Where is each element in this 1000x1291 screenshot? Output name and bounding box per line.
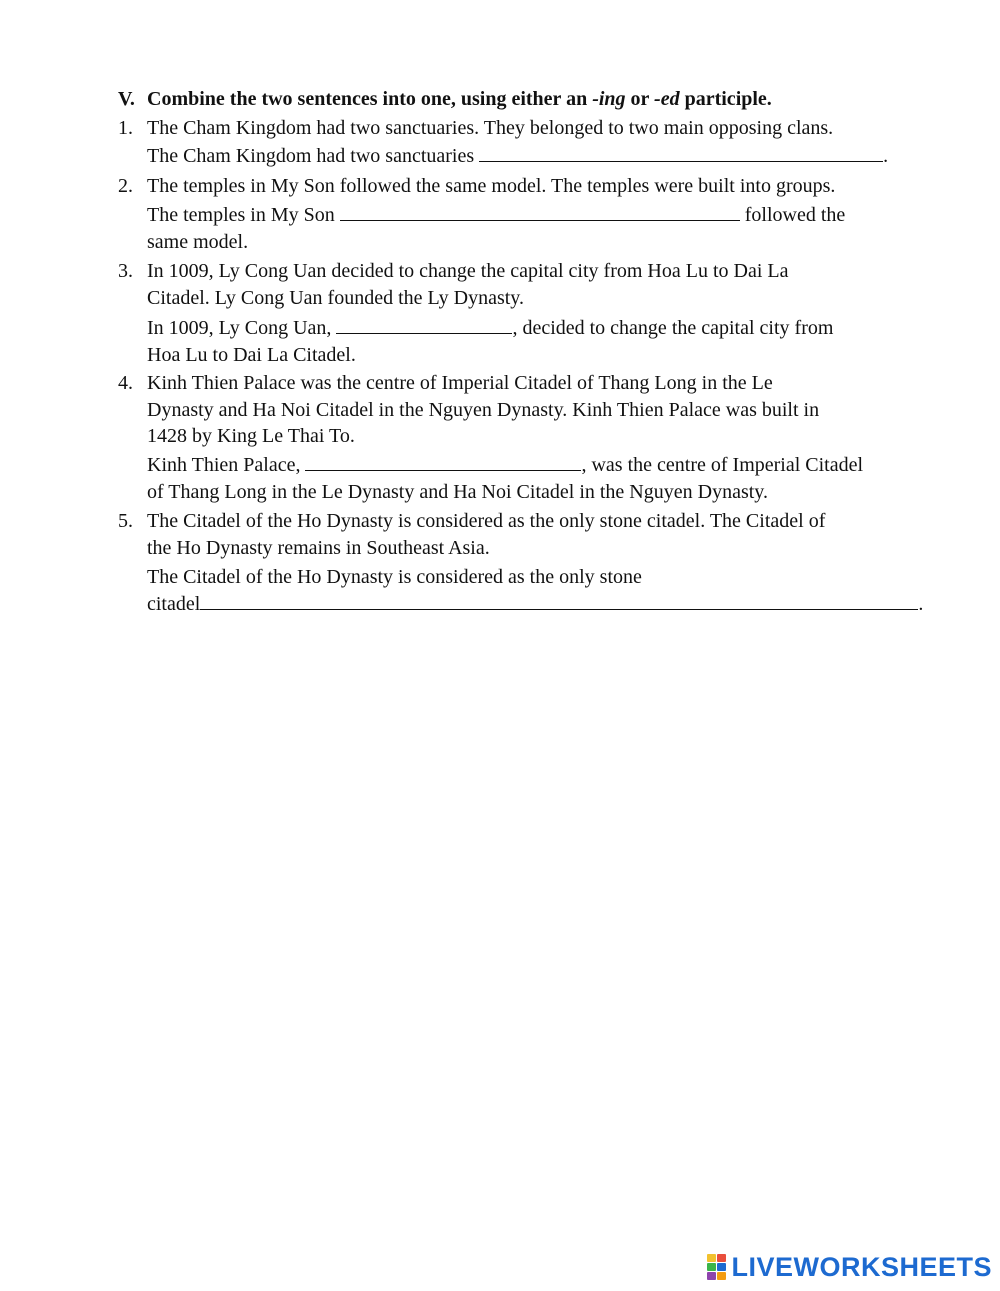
heading-ed: -ed xyxy=(654,88,680,110)
heading-text-after: participle. xyxy=(679,88,772,110)
logo-block xyxy=(717,1254,726,1262)
heading-ing: -ing xyxy=(592,88,626,110)
item-4-answer-line2: of Thang Long in the Le Dynasty and Ha Noi Citadel in the Nguyen Dynasty. xyxy=(147,481,768,503)
item-number: 1. xyxy=(118,117,133,139)
item-4-prompt-line2: Dynasty and Ha Noi Citadel in the Nguyen Dynasty. Kinh Thien Palace was built in xyxy=(147,399,820,421)
item-4-answer: Kinh Thien Palace, , was the centre of Imperial Citadel xyxy=(147,454,864,476)
answer-blank-1[interactable] xyxy=(479,143,883,162)
item-1-prompt: 1. The Cham Kingdom had two sanctuaries. They belonged to two main opposing clans. xyxy=(118,117,834,139)
liveworksheets-logo xyxy=(707,1251,992,1283)
item-4-prompt-line3: 1428 by King Le Thai To. xyxy=(147,425,355,447)
item-number: 2. xyxy=(118,175,133,197)
logo-block xyxy=(707,1263,716,1271)
logo-block xyxy=(717,1263,726,1271)
item-5-answer-line1: The Citadel of the Ho Dynasty is considered as the only stone xyxy=(147,566,642,588)
logo-text: LIVEWORKSHEETS xyxy=(731,1251,992,1282)
logo-block xyxy=(707,1254,716,1262)
item-2-prompt: 2. The temples in My Son followed the same model. The temples were built into groups. xyxy=(118,175,836,197)
heading-or: or xyxy=(625,88,655,110)
item-number: 3. xyxy=(118,260,133,282)
item-3-prompt: 3. In 1009, Ly Cong Uan decided to change the capital city from Hoa Lu to Dai La xyxy=(118,260,789,282)
item-number: 5. xyxy=(118,510,133,532)
answer-blank-5[interactable] xyxy=(200,591,918,610)
logo-block xyxy=(717,1272,726,1280)
answer-blank-2[interactable] xyxy=(340,202,740,221)
item-3-answer: In 1009, Ly Cong Uan, , decided to change the capital city from xyxy=(147,317,834,339)
item-3-prompt-line2: Citadel. Ly Cong Uan founded the Ly Dynasty. xyxy=(147,287,524,309)
item-1-answer: The Cham Kingdom had two sanctuaries . xyxy=(147,145,889,167)
answer-blank-3[interactable] xyxy=(336,315,512,334)
item-2-answer: The temples in My Son followed the xyxy=(147,204,846,226)
exercise-heading xyxy=(118,86,772,112)
item-5-prompt: 5. The Citadel of the Ho Dynasty is considered as the only stone citadel. The Citadel of xyxy=(118,510,826,532)
item-5-prompt-line2: the Ho Dynasty remains in Southeast Asia. xyxy=(147,537,490,559)
logo-blocks-icon xyxy=(707,1254,727,1280)
answer-blank-4[interactable] xyxy=(305,452,581,471)
heading-text-before: Combine the two sentences into one, using either an xyxy=(147,88,593,110)
item-2-answer-line2: same model. xyxy=(147,231,249,253)
item-4-prompt: 4. Kinh Thien Palace was the centre of Imperial Citadel of Thang Long in the Le xyxy=(118,372,773,394)
exercise-number: V. xyxy=(118,88,135,110)
item-number: 4. xyxy=(118,372,133,394)
item-3-answer-line2: Hoa Lu to Dai La Citadel. xyxy=(147,344,356,366)
item-5-answer: citadel . xyxy=(147,593,924,615)
logo-block xyxy=(707,1272,716,1280)
